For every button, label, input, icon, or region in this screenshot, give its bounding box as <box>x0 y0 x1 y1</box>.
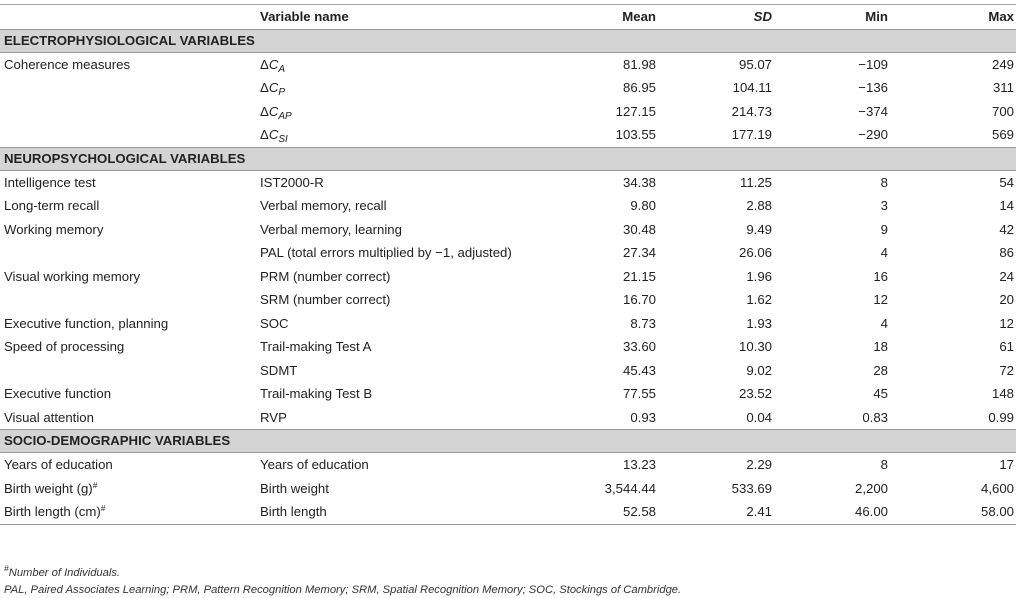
row-category-text: Intelligence test <box>4 174 96 190</box>
row-min: 0.83 <box>862 409 888 425</box>
row-max: 148 <box>991 386 1014 401</box>
row-variable-name: SOC <box>260 315 289 331</box>
row-mean: 9.80 <box>630 198 656 213</box>
row-max: 12 <box>999 315 1014 331</box>
row-variable-name: Trail-making Test A <box>260 339 372 354</box>
row-min: 4 <box>880 315 888 331</box>
row-variable-name: Verbal memory, recall <box>260 198 387 213</box>
table-row <box>0 76 1016 100</box>
row-mean: 8.73 <box>630 315 656 331</box>
row-sd: 2.29 <box>746 457 772 472</box>
section-header-row <box>0 147 1016 170</box>
row-mean: 33.60 <box>622 339 656 354</box>
coherence-subscript: AP <box>278 110 292 122</box>
coherence-letter: C <box>268 56 279 72</box>
table-row <box>0 194 1016 218</box>
row-max: 58.00 <box>890 500 1016 524</box>
row-category-text: Years of education <box>4 457 113 472</box>
table-row <box>0 288 1016 312</box>
row-max: 54 <box>999 174 1014 190</box>
delta-symbol: Δ <box>260 80 269 95</box>
footnote-mark: # <box>4 563 9 573</box>
section-header-row <box>0 29 1016 52</box>
footnote-text-1: Number of Individuals. <box>8 567 121 579</box>
row-max: 0.99 <box>988 409 1014 425</box>
table-row <box>0 406 1016 430</box>
row-max: 17 <box>999 457 1014 472</box>
row-category <box>0 382 256 406</box>
row-mean: 81.98 <box>622 56 656 72</box>
row-variable-name: SDMT <box>260 362 298 378</box>
table-row <box>0 335 1016 359</box>
row-min: 8 <box>880 174 888 190</box>
row-min: −136 <box>858 80 888 95</box>
row-sd: 1.93 <box>746 315 772 331</box>
row-category <box>0 335 256 359</box>
row-max: 42 <box>999 221 1014 237</box>
row-category-text: Speed of processing <box>4 339 125 354</box>
row-max: 61 <box>999 339 1014 354</box>
row-mean: 3,544.44 <box>604 480 656 496</box>
delta-symbol: Δ <box>260 127 269 142</box>
row-mean: 77.55 <box>622 386 656 401</box>
row-variable-name: Trail-making Test B <box>260 386 373 401</box>
header-category <box>0 5 256 30</box>
coherence-subscript: SI <box>278 134 288 145</box>
row-category <box>0 453 256 477</box>
table-row <box>0 52 1016 76</box>
row-min: −290 <box>858 127 888 142</box>
data-table <box>0 4 1016 525</box>
row-variable-name: SRM (number correct) <box>260 292 391 307</box>
row-category-text: Executive function, planning <box>4 315 169 331</box>
row-category <box>0 218 256 242</box>
row-category <box>0 359 256 383</box>
coherence-symbol <box>260 103 292 122</box>
row-mean: 52.58 <box>552 500 658 524</box>
row-variable-name: Verbal memory, learning <box>260 221 402 237</box>
row-category <box>0 123 256 147</box>
row-category <box>0 312 256 336</box>
row-max: 20 <box>999 292 1014 307</box>
row-category <box>0 265 256 289</box>
row-max: 24 <box>999 268 1014 284</box>
row-category <box>0 500 256 524</box>
row-sd: 0.04 <box>746 409 772 425</box>
row-category <box>0 241 256 265</box>
row-max: 72 <box>999 362 1014 378</box>
row-category-text: Visual working memory <box>4 268 141 284</box>
row-mean: 34.38 <box>622 174 656 190</box>
row-min: 8 <box>880 457 888 472</box>
coherence-subscript: P <box>278 87 286 98</box>
row-min: 4 <box>880 245 888 260</box>
row-sd: 11.25 <box>739 174 772 190</box>
table-row <box>0 359 1016 383</box>
row-category <box>0 288 256 312</box>
row-category-text: Executive function <box>4 386 112 401</box>
table-row <box>0 453 1016 477</box>
row-category <box>0 406 256 430</box>
row-variable-name <box>256 52 552 76</box>
table-row <box>0 170 1016 194</box>
row-sd: 10.30 <box>738 339 772 354</box>
row-variable-name: IST2000-R <box>260 174 324 190</box>
section-title: NEUROPSYCHOLOGICAL VARIABLES <box>0 147 1016 170</box>
row-max: 569 <box>991 127 1014 142</box>
section-title: SOCIO-DEMOGRAPHIC VARIABLES <box>0 430 1016 453</box>
row-category-text: Coherence measures <box>4 56 131 72</box>
row-mean: 127.15 <box>615 103 656 119</box>
row-sd: 9.49 <box>746 221 772 237</box>
row-variable-name: PAL (total errors multiplied by −1, adjusted) <box>260 245 512 260</box>
header-max: Max <box>988 9 1014 24</box>
row-sd: 9.02 <box>746 362 772 378</box>
row-category <box>0 194 256 218</box>
row-category-footnote-mark: # <box>100 503 106 513</box>
row-max: 14 <box>999 198 1014 213</box>
row-category <box>0 477 256 501</box>
header-mean: Mean <box>622 9 656 24</box>
row-mean: 21.15 <box>622 268 656 284</box>
header-variable-name: Variable name <box>260 9 349 24</box>
row-category <box>0 170 256 194</box>
delta-symbol: Δ <box>260 56 269 72</box>
row-min: 12 <box>873 292 888 307</box>
row-category <box>0 76 256 100</box>
row-max: 86 <box>999 245 1014 260</box>
row-sd: 1.62 <box>746 292 772 307</box>
row-category-text: Long-term recall <box>4 198 100 213</box>
row-sd: 2.41 <box>658 500 774 524</box>
row-variable-name: Birth length <box>256 500 552 524</box>
row-category-footnote-mark: # <box>92 479 98 490</box>
row-sd: 533.69 <box>731 480 772 496</box>
row-category-text: Working memory <box>4 221 104 237</box>
row-sd: 177.19 <box>731 127 772 142</box>
table-row <box>0 500 1016 524</box>
row-sd: 2.88 <box>746 198 772 213</box>
row-category <box>0 100 256 124</box>
row-category <box>0 52 256 76</box>
row-min: 9 <box>880 221 888 237</box>
row-sd: 214.73 <box>731 103 772 119</box>
row-max: 700 <box>991 103 1014 119</box>
coherence-letter: C <box>268 80 279 95</box>
table-row <box>0 123 1016 147</box>
table-header-row <box>0 5 1016 30</box>
coherence-letter: C <box>268 127 279 142</box>
table-row <box>0 312 1016 336</box>
row-sd: 104.11 <box>732 80 772 95</box>
table-row <box>0 218 1016 242</box>
coherence-subscript: A <box>278 63 286 75</box>
table-row <box>0 241 1016 265</box>
table-row <box>0 382 1016 406</box>
row-sd: 26.06 <box>738 245 772 260</box>
row-category-text: Birth length (cm) <box>4 504 101 519</box>
row-variable-name <box>256 123 552 147</box>
row-sd: 1.96 <box>746 268 772 284</box>
row-mean: 27.34 <box>622 245 656 260</box>
row-max: 4,600 <box>980 480 1014 496</box>
row-min: −374 <box>858 103 888 119</box>
coherence-letter: C <box>268 103 279 119</box>
row-min: −109 <box>858 56 888 72</box>
row-sd: 95.07 <box>738 56 772 72</box>
table-row <box>0 265 1016 289</box>
section-header-row <box>0 430 1016 453</box>
row-category-text: Visual attention <box>4 409 94 425</box>
section-title: ELECTROPHYSIOLOGICAL VARIABLES <box>0 29 1016 52</box>
row-min: 45 <box>873 386 888 401</box>
row-max: 249 <box>991 56 1014 72</box>
row-variable-name <box>256 76 552 100</box>
row-sd: 23.52 <box>738 386 772 401</box>
row-variable-name: PRM (number correct) <box>260 268 391 284</box>
row-min: 2,200 <box>854 480 888 496</box>
row-min: 28 <box>873 362 888 378</box>
row-max: 311 <box>992 80 1014 95</box>
coherence-symbol <box>260 56 286 75</box>
row-variable-name: RVP <box>260 409 287 425</box>
table-row <box>0 477 1016 501</box>
row-mean: 86.95 <box>622 80 656 95</box>
row-min: 18 <box>873 339 888 354</box>
row-min: 46.00 <box>774 500 890 524</box>
row-min: 3 <box>880 198 888 213</box>
header-min: Min <box>865 9 888 24</box>
coherence-symbol <box>260 127 288 145</box>
header-sd: SD <box>753 9 772 24</box>
row-min: 16 <box>873 268 888 284</box>
footnote-abbreviations: PAL, Paired Associates Learning; PRM, Pattern Recognition Memory; SRM, Spatial Recognition Memory; SOC, Stockings of Cambridge. <box>4 584 682 596</box>
table-row <box>0 100 1016 124</box>
row-mean: 103.55 <box>615 127 656 142</box>
row-mean: 45.43 <box>622 362 656 378</box>
footnote-individuals <box>4 563 121 579</box>
row-mean: 13.23 <box>622 457 656 472</box>
row-variable-name: Birth weight <box>260 480 329 496</box>
row-category-text: Birth weight (g) <box>4 480 93 496</box>
row-variable-name: Years of education <box>260 457 369 472</box>
row-mean: 16.70 <box>622 292 656 307</box>
delta-symbol: Δ <box>260 103 269 119</box>
row-mean: 30.48 <box>622 221 656 237</box>
row-mean: 0.93 <box>630 409 656 425</box>
row-variable-name <box>256 100 552 124</box>
coherence-symbol <box>260 80 286 98</box>
